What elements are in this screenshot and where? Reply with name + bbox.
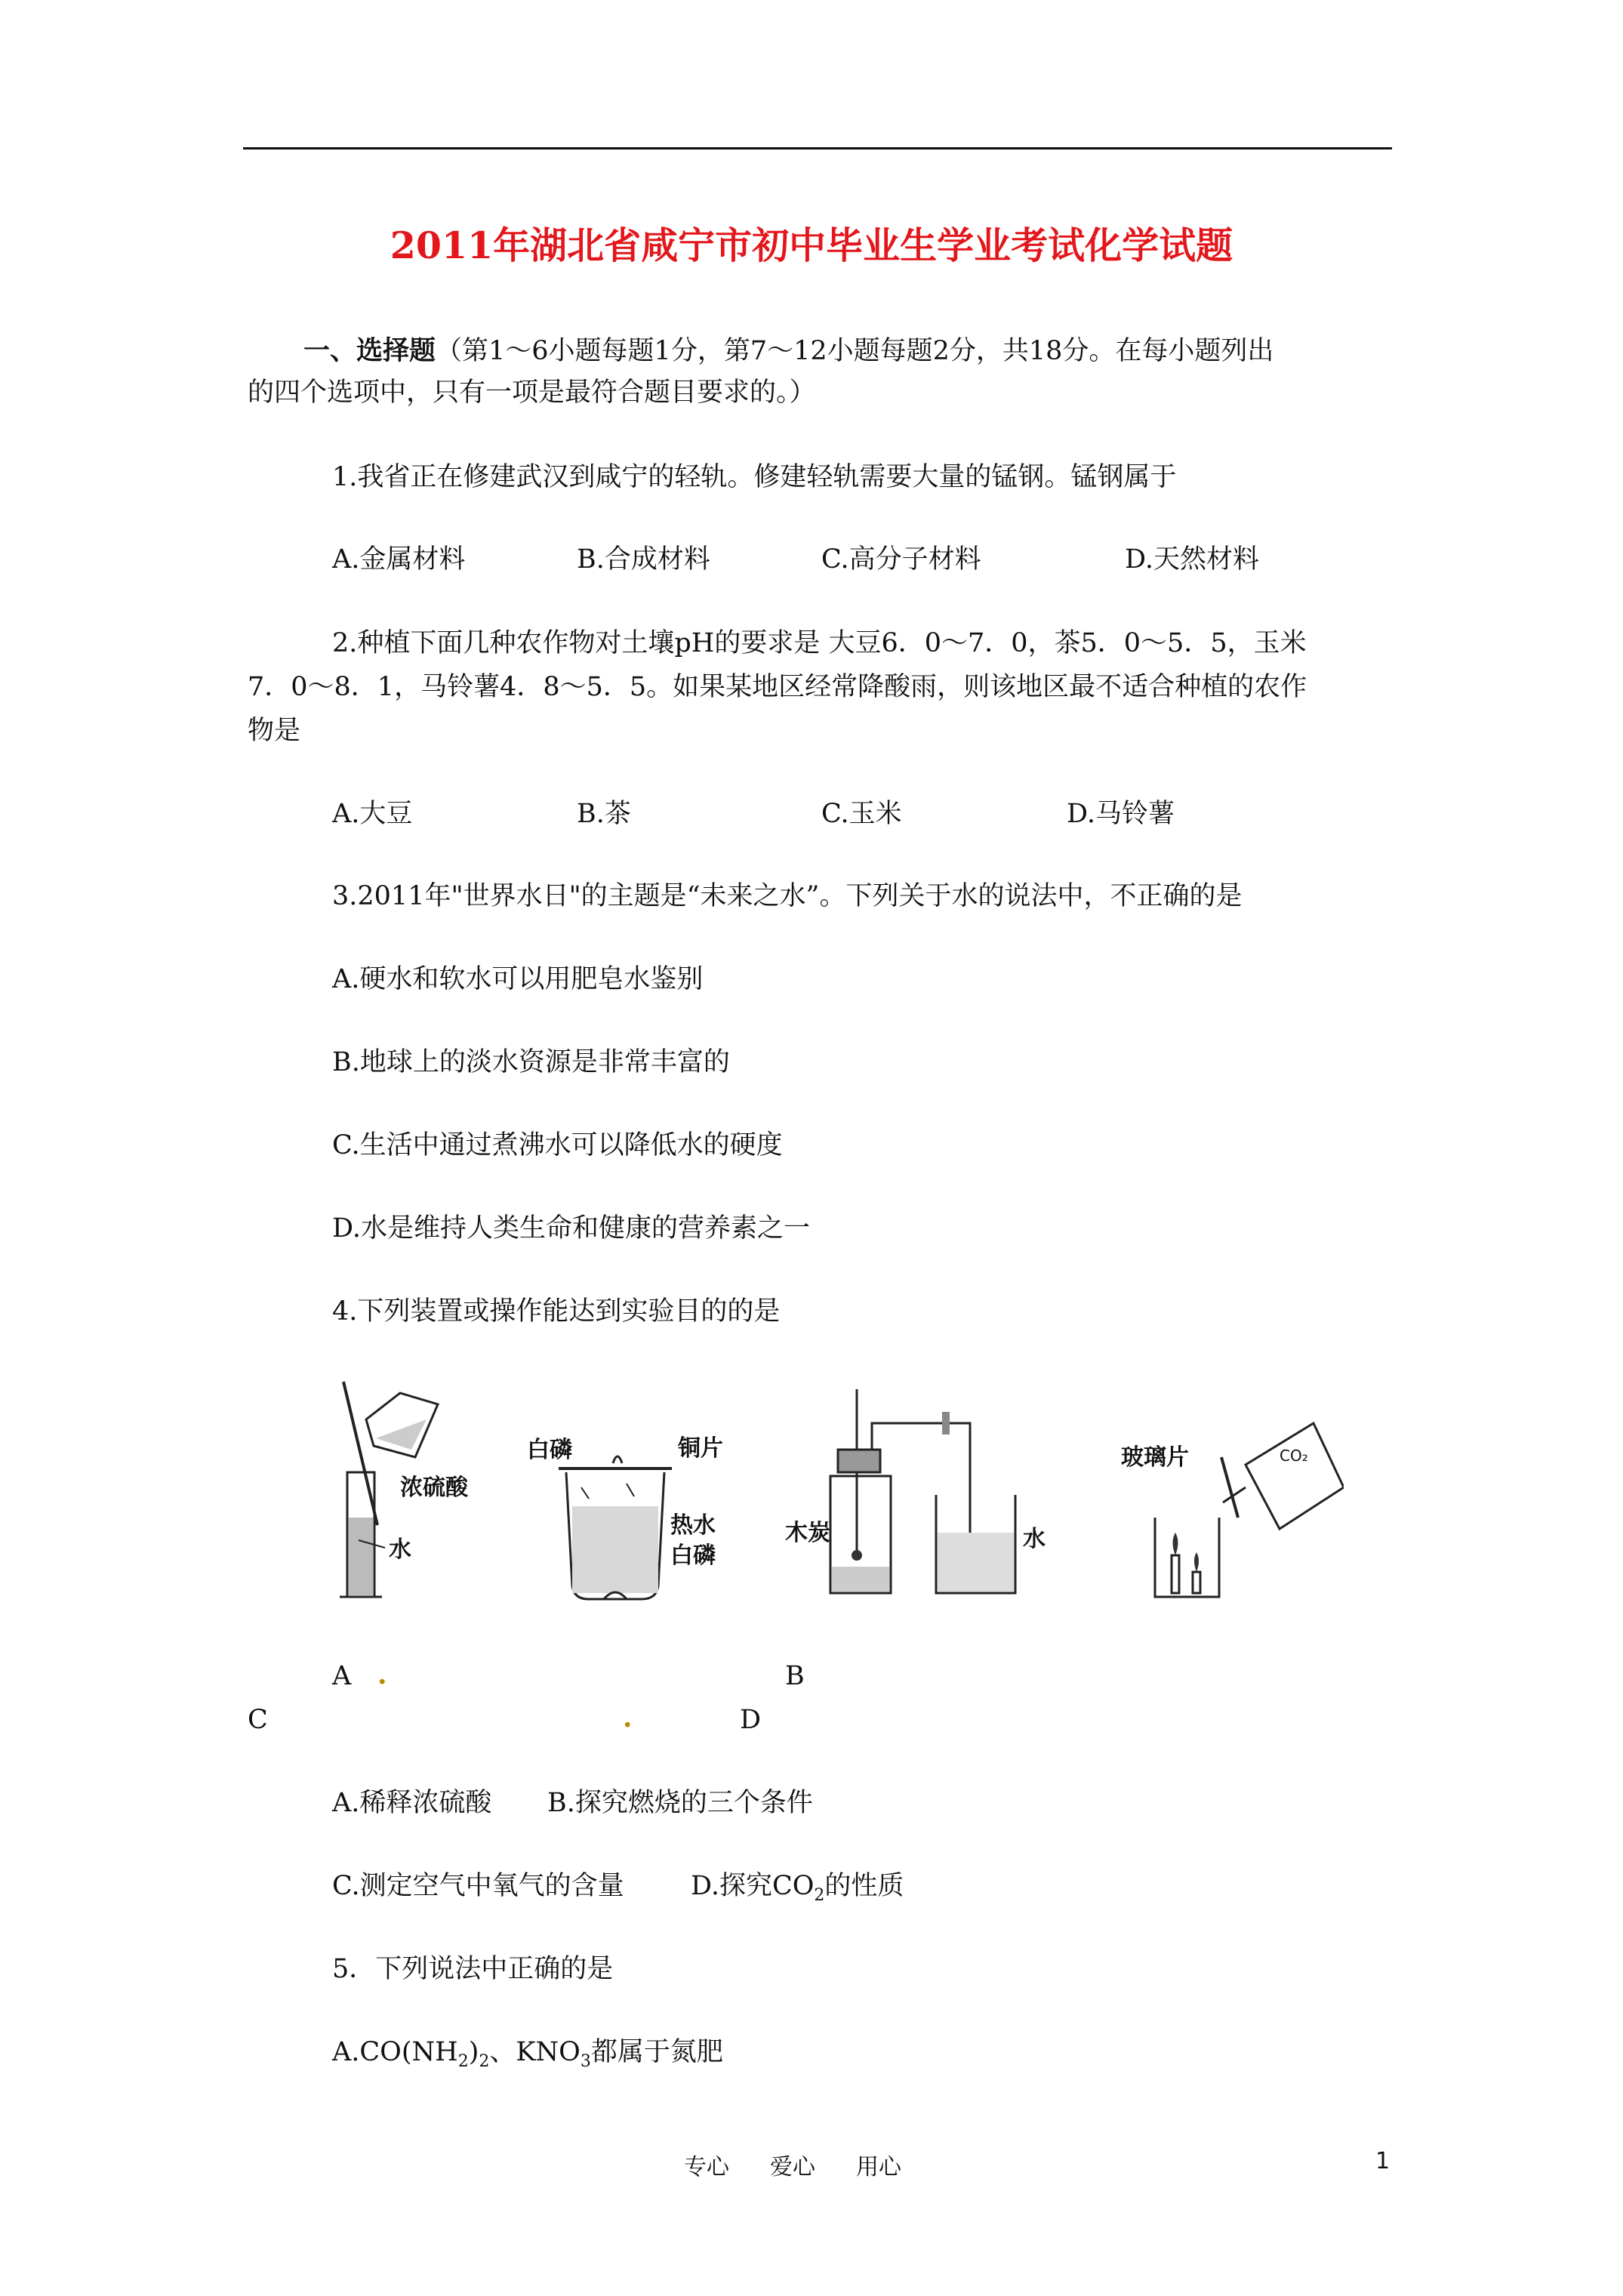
q2-option-b: B.茶 bbox=[577, 799, 631, 829]
q4-stem: 4.下列装置或操作能达到实验目的的是 bbox=[332, 1296, 781, 1327]
label-b-white-p-top: 白磷 bbox=[527, 1437, 572, 1463]
label-a-acid: 浓硫酸 bbox=[400, 1475, 468, 1501]
label-d-co2: CO₂ bbox=[1280, 1447, 1308, 1465]
q1-option-a: A.金属材料 bbox=[332, 544, 466, 575]
panel-letter-d: D bbox=[740, 1705, 762, 1735]
panel-letter-a: A bbox=[332, 1661, 352, 1691]
page-number: 1 bbox=[1375, 2148, 1390, 2174]
label-c-charcoal: 木炭 bbox=[785, 1520, 830, 1546]
page-title: 2011年湖北省咸宁市初中毕业生学业考试化学试题 bbox=[390, 223, 1233, 267]
q3-stem: 3.2011年"世界水日"的主题是“未来之水”。下列关于水的说法中，不正确的是 bbox=[332, 881, 1243, 911]
label-c-water: 水 bbox=[1023, 1526, 1046, 1552]
q1-option-b: B.合成材料 bbox=[577, 544, 710, 575]
section-heading: 一、选择题 bbox=[303, 335, 436, 366]
q3-option-a: A.硬水和软水可以用肥皂水鉴别 bbox=[332, 964, 704, 994]
footer-motto-3: 用心 bbox=[856, 2154, 901, 2180]
q1-stem: 1.我省正在修建武汉到咸宁的轻轨。修建轻轨需要大量的锰钢。锰钢属于 bbox=[332, 462, 1177, 492]
q2-option-a: A.大豆 bbox=[332, 799, 413, 829]
q2-option-d: D.马铃薯 bbox=[1067, 799, 1175, 829]
label-a-water: 水 bbox=[389, 1536, 411, 1563]
q5-stem: 5．下列说法中正确的是 bbox=[332, 1954, 614, 1984]
q5-option-a: $A.CO(NH_2)_2$、$KNO_3$都属于氮肥 bbox=[332, 2037, 723, 2071]
panel-c-apparatus bbox=[830, 1389, 1015, 1593]
experiment-figure bbox=[332, 1374, 1344, 1608]
q3-option-d: D.水是维持人类生命和健康的营养素之一 bbox=[332, 1213, 810, 1244]
q4-option-d: D.探究$CO_2$的性质 bbox=[691, 1871, 904, 1905]
panel-letter-c: C bbox=[248, 1705, 268, 1735]
q4-option-b: B.探究燃烧的三个条件 bbox=[547, 1788, 813, 1818]
section-intro-line2: 的四个选项中，只有一项是最符合题目要求的。） bbox=[248, 378, 816, 408]
q2-line3: 物是 bbox=[248, 716, 301, 746]
panel-letter-b: B bbox=[785, 1661, 805, 1691]
q4-option-a: A.稀释浓硫酸 bbox=[332, 1788, 492, 1818]
footer-motto-1: 专心 bbox=[684, 2154, 729, 2180]
q1-option-d: D.天然材料 bbox=[1125, 544, 1259, 575]
header-rule bbox=[243, 147, 1392, 149]
footer-motto-2: 爱心 bbox=[770, 2154, 815, 2180]
q2-line1: 2.种植下面几种农作物对土壤pH的要求是 大豆6．0～7．0，茶5．0～5．5，玉米 bbox=[332, 628, 1307, 658]
panel-dot-2: . bbox=[623, 1702, 633, 1734]
q2-option-c: C.玉米 bbox=[821, 799, 902, 829]
section-intro bbox=[303, 336, 1273, 366]
q4-option-c: C.测定空气中氧气的含量 bbox=[332, 1871, 624, 1901]
section-intro-line1: （第1～6小题每题1分，第7～12小题每题2分，共18分。在每小题列出 bbox=[436, 336, 1274, 366]
q2-line2: 7．0～8．1，马铃薯4．8～5．5。如果某地区经常降酸雨，则该地区最不适合种植的农作 bbox=[248, 672, 1307, 702]
q3-option-c: C.生活中通过煮沸水可以降低水的硬度 bbox=[332, 1130, 783, 1160]
q1-option-c: C.高分子材料 bbox=[821, 544, 981, 575]
label-b-copper: 铜片 bbox=[678, 1435, 723, 1462]
label-b-hot-water: 热水 bbox=[670, 1512, 716, 1539]
panel-dot-1: . bbox=[377, 1659, 387, 1690]
q3-option-b: B.地球上的淡水资源是非常丰富的 bbox=[332, 1047, 730, 1077]
label-b-white-p-bottom: 白磷 bbox=[670, 1542, 716, 1569]
label-d-glass: 玻璃片 bbox=[1121, 1444, 1189, 1471]
apparatus-drawings bbox=[332, 1374, 1344, 1608]
panel-b-apparatus bbox=[559, 1456, 672, 1599]
